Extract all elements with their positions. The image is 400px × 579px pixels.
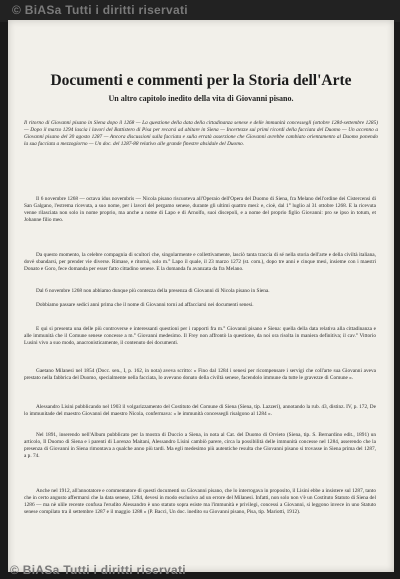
body-paragraph: Gaetano Milanesi nel 1854 (Docc. sen., I, p. 162, in nota) aveva scritto: « Fino dal 1284 i senesi per ricompensare i servigi che coll'arte sua Giovanni aveva prestato nella fabbrica del Duomo, specialmente nella facciata, lo avevano donato della civiltà senese, facendolo immune da tutte le gravezze di Comune ». [24, 368, 376, 381]
body-paragraph: Dal 6 novembre 1268 non abbiamo dunque più contezza della presenza di Giovanni di Nicola pisano in Siena. [36, 288, 270, 294]
body-paragraph: E qui si presenta una delle più controverse e interessanti questioni per i rapporti fra m.° Giovanni pisano e Siena: quella della data relativa alla cittadinanza e alle immunità che il Comune senese concesse a m.° Giovanni medesimo. Il Frey non affrontò la questione, da noi ora risolta in maniera definitiva; il cav.° Vittorio Lusini vivo a suo modo, anacronisticamente, il contenuto dei documenti. [24, 326, 376, 346]
article-title: Documenti e commenti per la Storia dell'Arte [50, 72, 352, 89]
body-paragraph: Da questo momento, la celebre compagnia di scultori che, singolarmente e collettivamente, lasciò tanta traccia di sé nella storia dell'arte e della civiltà italiana, dovè sbandarsi, per prender vie diverse. Rimase, e ritornò, solo m.° Lapo il quale, il 23 marzo 1272 (st. com.), dopo tre anni e cinque mesi, insieme con i maestri Donato e Goro, fece domanda per esser fatto cittadino senese. E la domanda fu avanzata da fra Melano. [24, 252, 376, 272]
body-paragraph: Nel 1891, inserendo nell'Album pubblicato per la mostra di Duccio a Siena, in nota al Cat. del Duomo di Orvieto (Siena, tip. S. Bernardino edit., 1891) un articolo, Il Duomo di Siena e i parenti di Lorenzo Maitani, Alessandro Lisini cambiò parere, circa la possibilità delle immunità concesse nel 1284, asserendo che la presenza di Giovanni in Siena rimontava a qualche anno più tardi. Ma egli medesimo più autentiche resulta che Giovanni pisano si trovasse in Siena prima del 1287, a p. 74. [24, 432, 376, 459]
document-page [8, 20, 394, 572]
article-subtitle: Un altro capitolo inedito della vita di Giovanni pisano. [108, 94, 294, 103]
body-paragraph: Anche nel 1912, all'annotatore e commentatore di questi documenti su Giovanni pisano, che lo interrogava in proposito, il Lisini ebbe a insistere sul 1287, tanto che in certo angusto affermarsi che la data senese, 1284, devesi in modo esclusivo ad un errore del Milanesi. Infatti, non solo non v'è un Costituto Statuto di Siena del 1286 — ma nè ulile recente confusa l'erudito Alessandro è uno statuto sopra esiste ma l'immunità e privilegi, concessi a Giovanni, si leggono invece in uno Statuto senese compilato tra il settembre 1287 e il maggio 1288 » (P. Bacci, Un doc. inedito su Giovanni pisano, Pisa, tip. Mariotti, 1912). [24, 488, 376, 515]
body-paragraph: Il 6 novembre 1268 — octava idus novembris — Nicola pisano riscuoteva all'Operaio dell'Opera del Duomo di Siena, fra Melano dell'ordine dei Cistercensi di San Galgano, l'estrema ricevuta, a suo nome, per i lavori del pergamo senese, durante gli ultimi quattro mesi: e, cioè, dal 1° luglio al 31 ottobre 1268. E la ricevuta venne rilasciata non solo in nome proprio, ma anche a nome di Lapo e di Arnolfo, suoi discepoli, e a nome del proprio figlio Giovanni: pro se ipso in totum, et Johanne filio meo. [24, 196, 376, 223]
watermark-top: © BiASa Tutti i diritti riservati [12, 3, 188, 17]
abstract-paragraph: Il ritorno di Giovanni pisano in Siena dopo il 1268 — La questione della data della cittadinanza senese e delle immunità concessegli (ottobre 1284-settembre 1285) — Dopo il marzo 1294 lascia i lavori del Battistero di Pisa per recarsi ad abitare in Siena — Incertezze sui primi ricordi della facciata del Duomo — Un accenno a Giovanni pisano del 30 agosto 1287 — Ancora discussioni sulla facciata e sulla erratà asserzione che Giovanni avrebbe cambiato orientamento al Duomo ponendo la sua facciata a mezzogiorno — Un doc. del 1287-88 relativo alle grande finestre absidale del Duomo. [24, 120, 378, 147]
body-paragraph: Dobbiamo passare sedici anni prima che il nome di Giovanni torni ad affacciarsi nei documenti senesi. [36, 302, 254, 308]
watermark-bottom: © BiASa Tutti i diritti riservati [10, 563, 186, 577]
body-paragraph: Alessandro Lisini pubblicando nel 1903 il volgarizzamento del Costituto del Comune di Siena (Siena, tip. Lazzeri), annotando la rub. 43, distinz. IV, p. 172, De lo immunitade del maestro Giovanni del maestro Nicola, confermava: « le immunità concessegli risalgono al 1284 ». [24, 404, 376, 417]
